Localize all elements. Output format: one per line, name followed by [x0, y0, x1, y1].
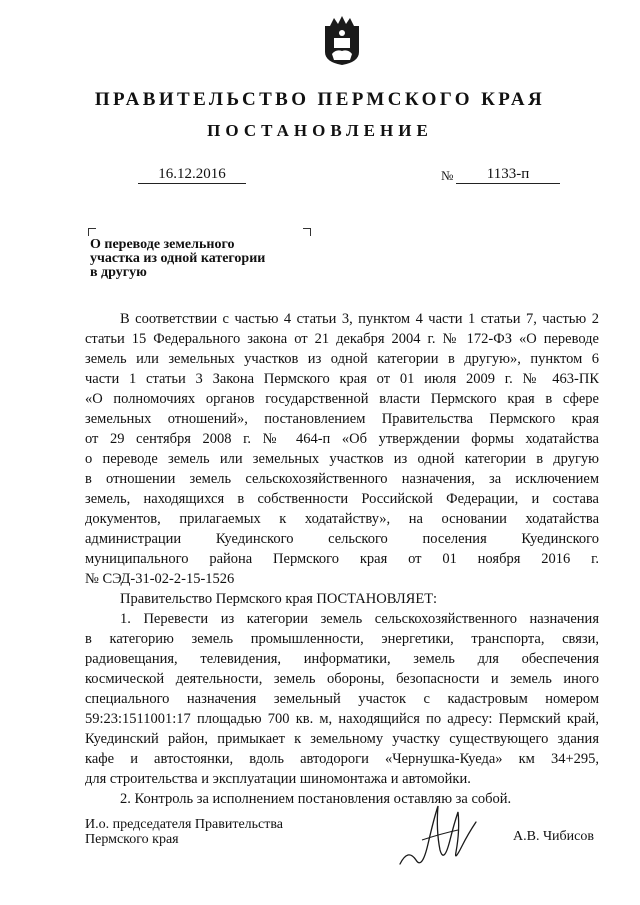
number-sign: № [441, 168, 454, 183]
item-1-line: Куединский район, примыкает к земельному участку существующего здания [85, 731, 599, 747]
subject-line: О переводе земельного [90, 237, 235, 252]
preamble-line: администрации Куединского сельского поселения Куединского [85, 531, 599, 547]
preamble-line: земель или земельных участков из одной категории в другую», пунктом 6 [85, 351, 599, 367]
preamble-line: о переводе земель или земельных участков из одной категории в другую [85, 451, 599, 467]
item-1-line: специального назначения земельный участок с кадастровым номером [85, 691, 599, 707]
signer-name: А.В. Чибисов [513, 829, 594, 844]
preamble-line: статьи 15 Федерального закона от 21 декабря 2004 г. № 172-ФЗ «О переводе [85, 331, 599, 347]
subject-line: в другую [90, 265, 147, 280]
government-title: ПРАВИТЕЛЬСТВО ПЕРМСКОГО КРАЯ [94, 89, 546, 110]
preamble-line: земель, находящихся в собственности Российской Федерации, и состава [85, 491, 599, 507]
preamble-line: муниципального района Пермского края от 01 ноября 2016 г. [85, 551, 599, 567]
subject-bracket-right [303, 228, 311, 236]
subject-line: участка из одной категории [90, 251, 266, 266]
preamble-line: земельных отношений», постановлением Правительства Пермского края [85, 411, 599, 427]
resolves-statement: Правительство Пермского края ПОСТАНОВЛЯЕТ: [120, 591, 438, 607]
handwritten-signature-icon [392, 800, 482, 872]
document-subject [90, 238, 300, 280]
item-1-line: 59:23:1511001:17 площадью 700 кв. м, находящийся по адресу: Пермский край, [85, 711, 599, 727]
item-1-line: космической деятельности, земель обороны, безопасности и земель иного [85, 671, 599, 687]
signer-position-line: Пермского края [85, 832, 179, 847]
preamble-line: «О полномочиях органов государственной власти Пермского края в сфере [85, 391, 599, 407]
item-2: 2. Контроль за исполнением постановления оставляю за собой. [120, 791, 512, 807]
coat-of-arms-icon [322, 16, 362, 66]
signer-position-line: И.о. председателя Правительства [85, 817, 284, 832]
preamble-line: документов, прилагаемых к ходатайству», на основании ходатайства [85, 511, 599, 527]
preamble-line: № СЭД-31-02-2-15-1526 [85, 571, 235, 587]
preamble-line: части 1 статьи 3 Закона Пермского края от 01 июля 2009 г. № 463-ПК [85, 371, 599, 387]
preamble-line: в отношении земель сельскохозяйственного назначения, за исключением [85, 471, 599, 487]
preamble-line: В соответствии с частью 4 статьи 3, пунктом 4 части 1 статьи 7, частью 2 [120, 311, 599, 327]
signer-position [85, 817, 283, 847]
item-1-line: в категорию земель промышленности, энергетики, транспорта, связи, [85, 631, 599, 647]
item-1-line: радиовещания, телевидения, информатики, земель для обеспечения [85, 651, 599, 667]
item-1-line: 1. Перевести из категории земель сельскохозяйственного назначения [120, 611, 599, 627]
document-type: ПОСТАНОВЛЕНИЕ [207, 121, 433, 140]
document-date: 16.12.2016 [138, 165, 246, 184]
item-1-line: для строительства и эксплуатации шиномонтажа и автомойки. [85, 771, 471, 787]
item-1-line: кафе и автостоянки, вдоль автодороги «Чернушка-Куеда» км 34+295, [85, 751, 599, 767]
preamble-line: от 29 сентября 2008 г. № 464-п «Об утверждении формы ходатайства [85, 431, 599, 447]
subject-bracket-left [88, 228, 96, 236]
document-number: 1133-п [456, 165, 560, 184]
